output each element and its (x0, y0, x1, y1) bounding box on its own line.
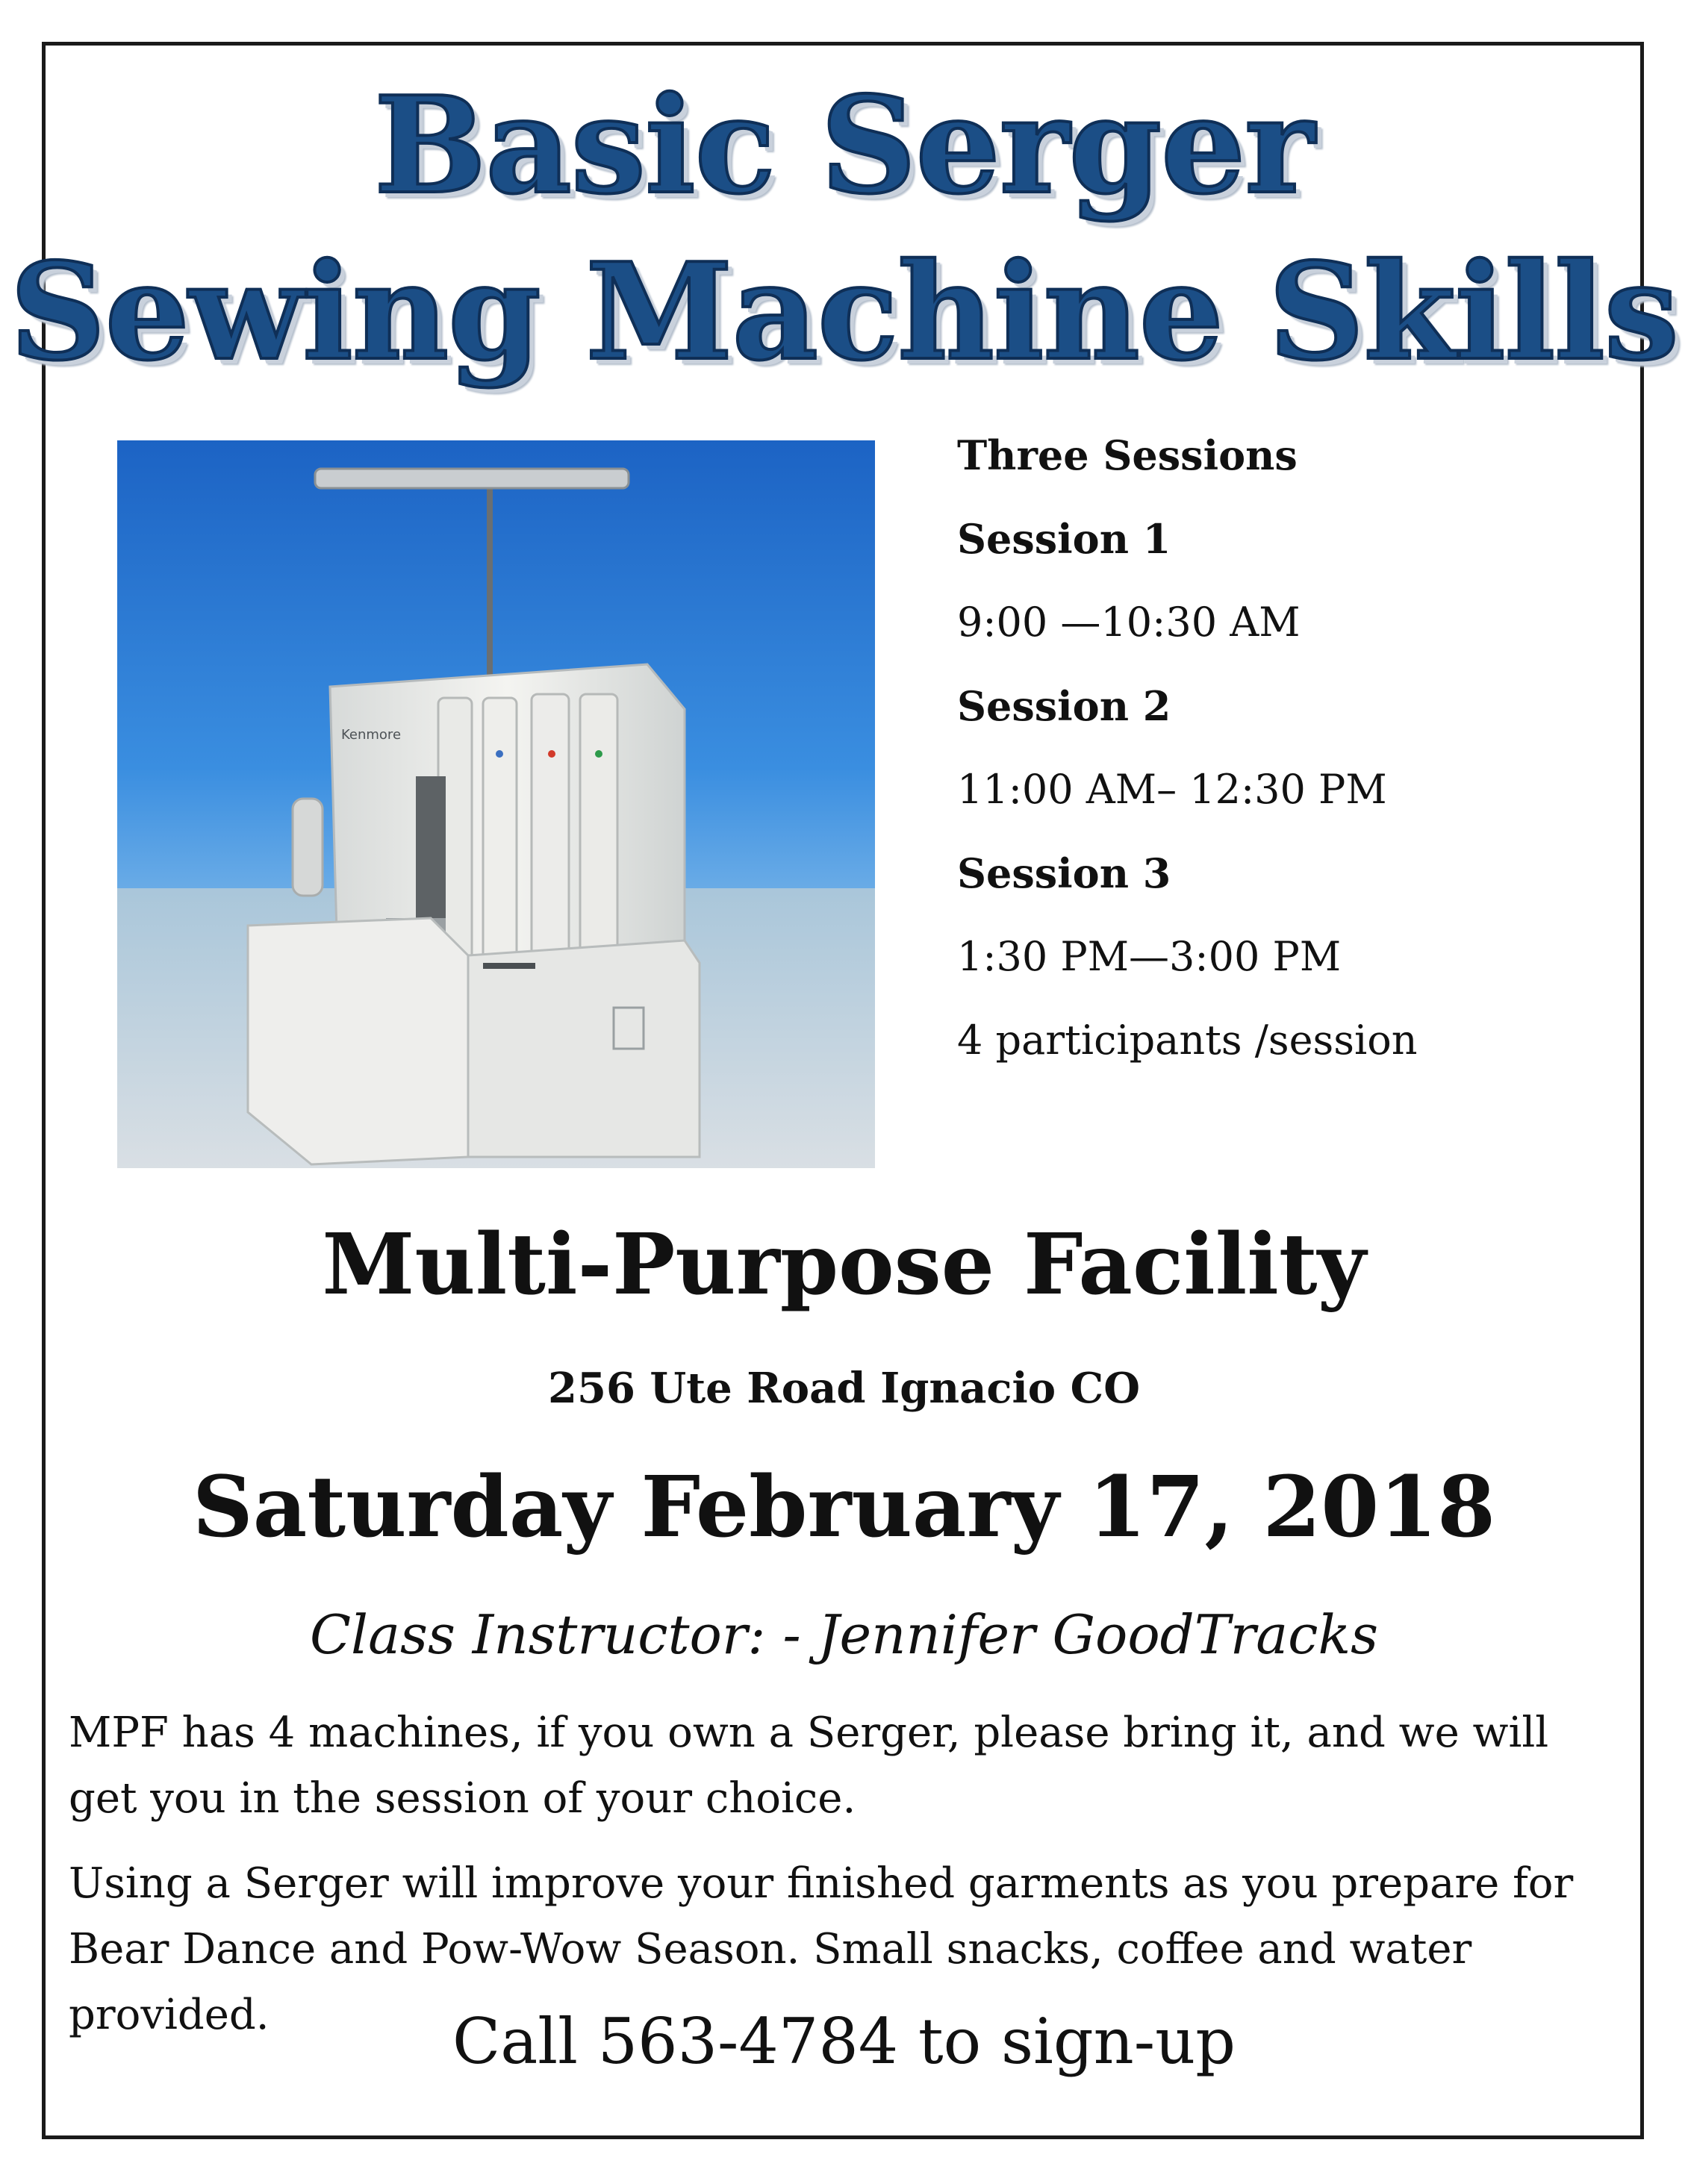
benefits-note: Using a Serger will improve your finished garments as you prepare for Bear Dance and Pow-Wow Season. Small snacks, coffee and water provided. (69, 1859, 1574, 2039)
signup-call: Call 563-4784 to sign-up (452, 2005, 1236, 2078)
serger-machine-photo (117, 440, 875, 1168)
class-instructor: Class Instructor: - Jennifer GoodTracks (309, 1603, 1379, 1666)
venue-name: Multi-Purpose Facility (322, 1216, 1366, 1314)
machines-note: MPF has 4 machines, if you own a Serger, please bring it, and we will get you in the session of your choice. (69, 1709, 1549, 1823)
session-2-time: 11:00 AM– 12:30 PM (957, 766, 1387, 813)
title-line-1: Basic Serger (373, 67, 1315, 223)
session-3-time: 1:30 PM—3:00 PM (957, 933, 1342, 980)
sessions-heading: Three Sessions (957, 431, 1298, 479)
title-line-2: Sewing Machine Skills (10, 234, 1678, 390)
session-3-label: Session 3 (957, 849, 1171, 897)
session-1-time: 9:00 —10:30 AM (957, 599, 1301, 646)
event-date: Saturday February 17, 2018 (192, 1458, 1496, 1556)
machine-brand-label: Kenmore (341, 727, 402, 743)
session-capacity: 4 participants /session (957, 1017, 1418, 1064)
session-1-label: Session 1 (957, 515, 1171, 563)
session-schedule (957, 424, 1554, 1093)
session-2-label: Session 2 (957, 682, 1171, 730)
venue-address: 256 Ute Road Ignacio CO (548, 1364, 1140, 1413)
